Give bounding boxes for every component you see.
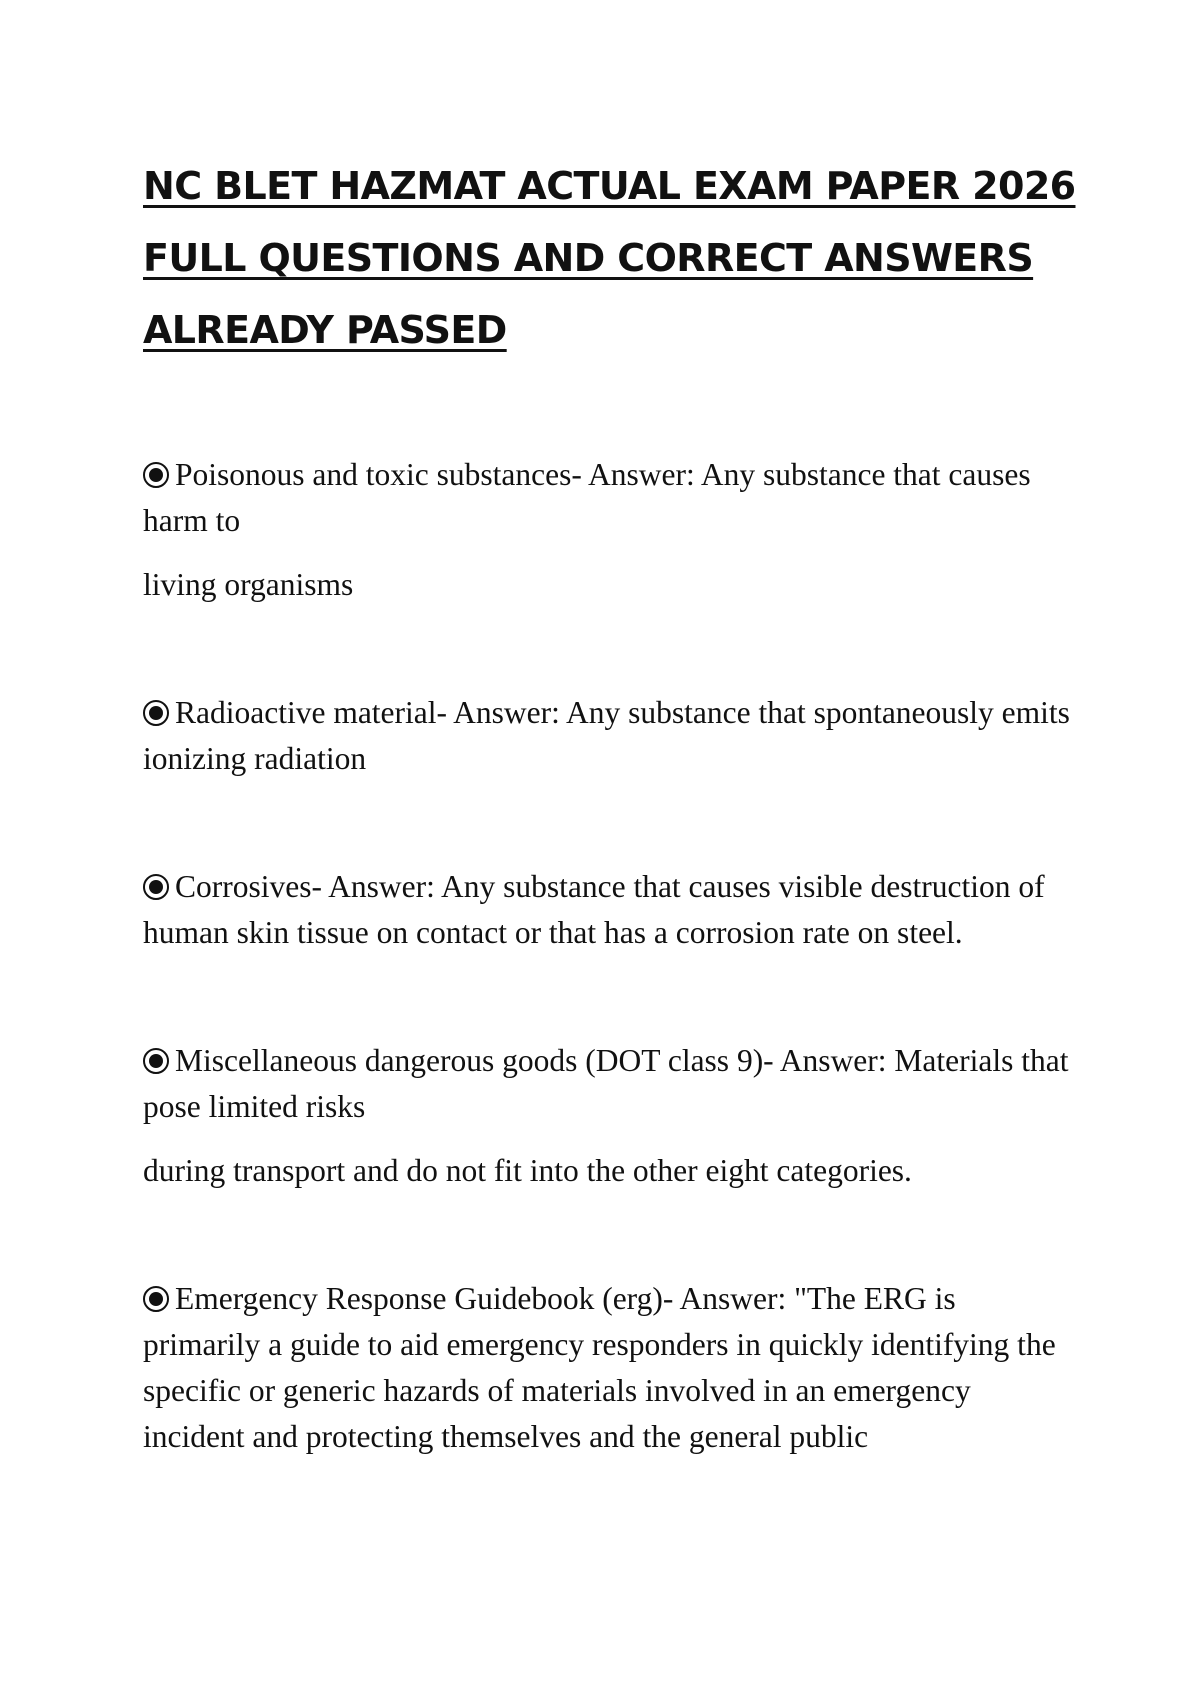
qa-text: [143, 864, 1073, 956]
fisheye-bullet-icon: [143, 700, 169, 726]
title-line: NC BLET HAZMAT ACTUAL EXAM PAPER 2026: [143, 164, 1076, 208]
qa-text: [143, 1038, 1073, 1130]
fisheye-bullet-icon: [143, 1048, 169, 1074]
qa-line: Emergency Response Guidebook (erg)- Answer: "The ERG is primarily a guide to aid emergency responders in quickly identifying the specific or generic hazards of materials involved in an emergency incident and protecting themselves and the general public: [143, 1281, 1056, 1454]
qa-list: [143, 452, 1073, 1542]
qa-line: Radioactive material- Answer: Any substance that spontaneously emits ionizing radiation: [143, 695, 1070, 776]
qa-text: [143, 452, 1073, 544]
qa-line: Miscellaneous dangerous goods (DOT class 9)- Answer: Materials that pose limited risks: [143, 1043, 1069, 1124]
fisheye-bullet-icon: [143, 1286, 169, 1312]
title-line: FULL QUESTIONS AND CORRECT ANSWERS: [143, 236, 1034, 280]
qa-text-continued: living organisms: [143, 567, 354, 602]
qa-item: [143, 690, 1073, 782]
qa-item: [143, 1276, 1073, 1460]
qa-text-continued: during transport and do not fit into the other eight categories.: [143, 1153, 912, 1188]
qa-text: [143, 1276, 1073, 1460]
fisheye-bullet-icon: [143, 462, 169, 488]
qa-item: [143, 1038, 1073, 1194]
document-title: [143, 150, 1076, 366]
qa-text: [143, 690, 1073, 782]
qa-line: Corrosives- Answer: Any substance that causes visible destruction of human skin tissue on contact or that has a corrosion rate on steel.: [143, 869, 1045, 950]
qa-item: [143, 864, 1073, 956]
fisheye-bullet-icon: [143, 874, 169, 900]
qa-line: Poisonous and toxic substances- Answer: Any substance that causes harm to: [143, 457, 1031, 538]
title-line: ALREADY PASSED: [143, 308, 507, 352]
qa-item: [143, 452, 1073, 608]
